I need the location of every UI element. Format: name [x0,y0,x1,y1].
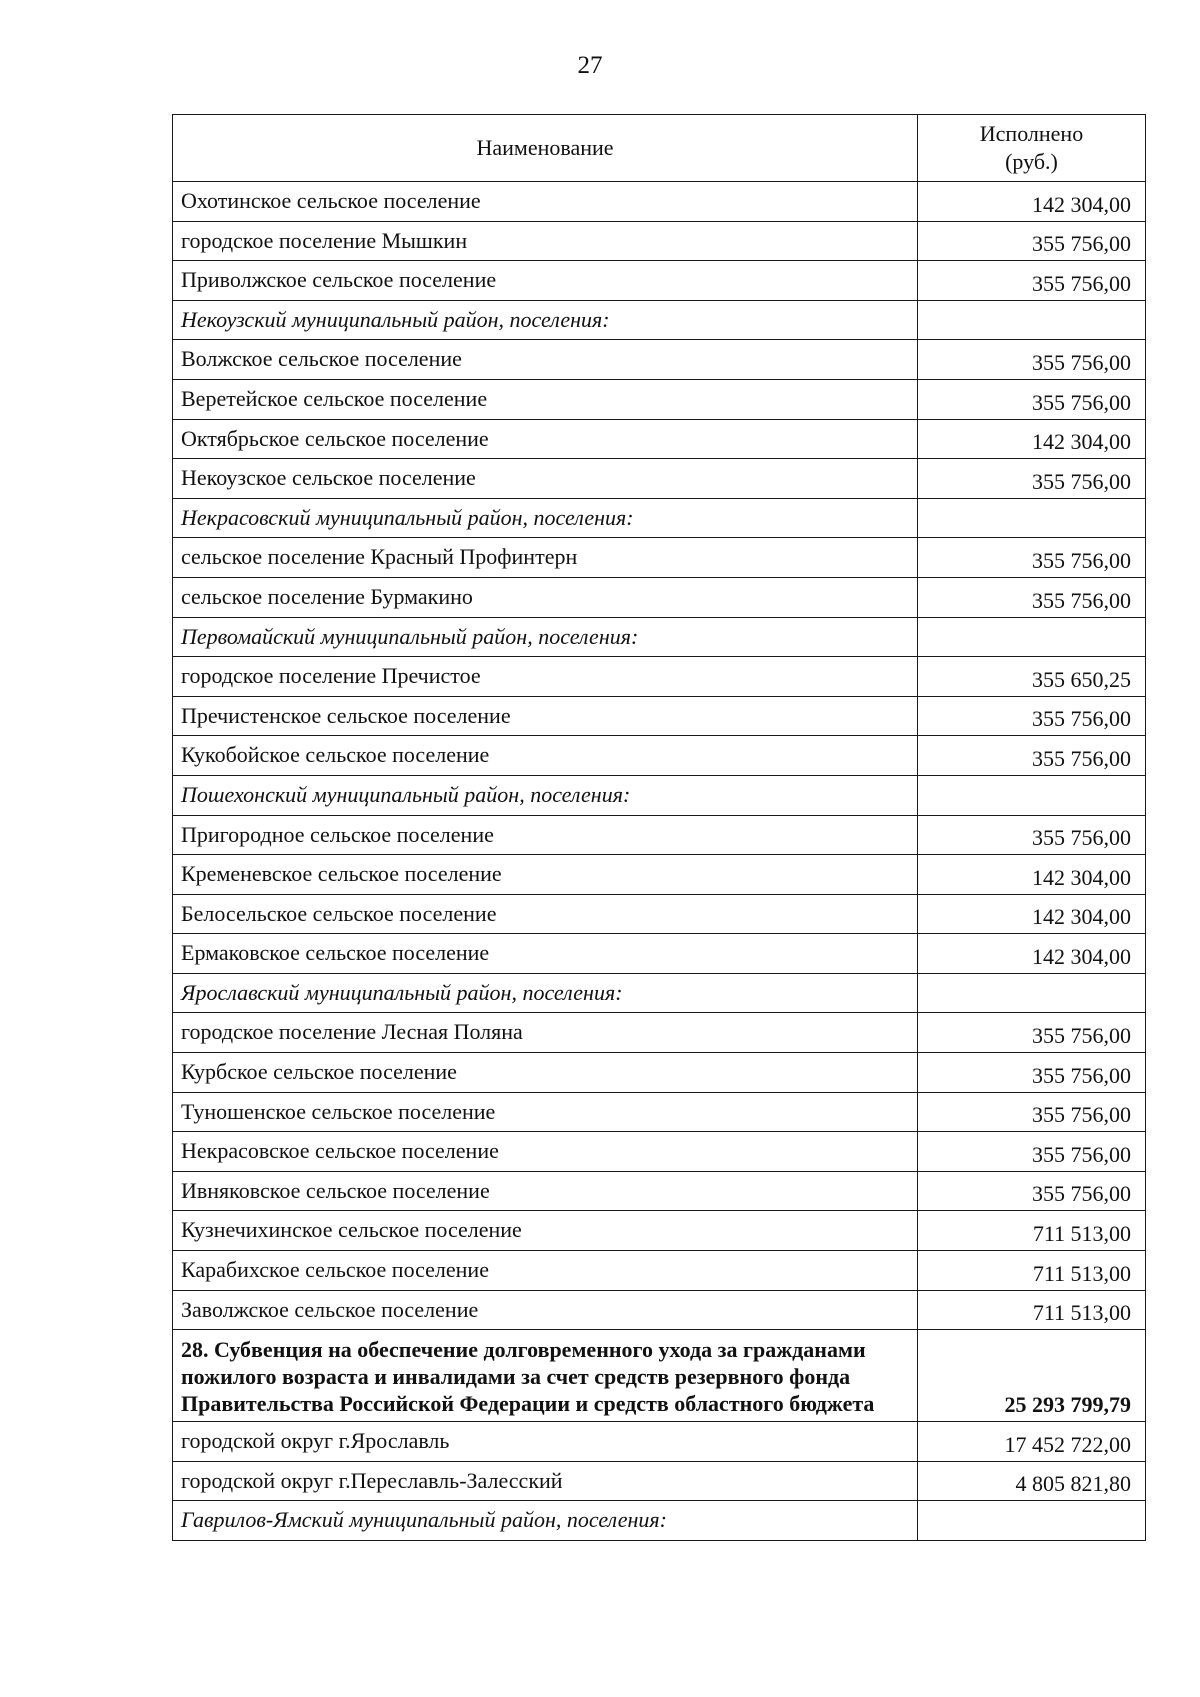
row-amount [918,1501,1146,1541]
row-name: Октябрьское сельское поселение [173,419,918,459]
row-amount [918,300,1146,340]
group-header-row [173,973,1146,1013]
group-header-row [173,1501,1146,1541]
table-row [173,1290,1146,1330]
row-name: городское поселение Пречистое [173,657,918,697]
row-name: Некоузское сельское поселение [173,459,918,499]
row-amount: 355 756,00 [918,538,1146,578]
table-row [173,1461,1146,1501]
row-name: Некоузский муниципальный район, поселения: [173,300,918,340]
row-amount: 355 756,00 [918,1132,1146,1172]
group-header-row [173,617,1146,657]
table-row [173,1211,1146,1251]
table-row [173,340,1146,380]
header-amount-line2: (руб.) [1005,149,1058,174]
row-name: Пречистенское сельское поселение [173,696,918,736]
group-header-row [173,300,1146,340]
row-amount: 355 756,00 [918,1171,1146,1211]
table-row [173,538,1146,578]
table-row [173,379,1146,419]
row-name: Охотинское сельское поселение [173,182,918,222]
row-amount: 142 304,00 [918,182,1146,222]
row-amount: 355 756,00 [918,1053,1146,1093]
row-name: Курбское сельское поселение [173,1053,918,1093]
row-name: Первомайский муниципальный район, поселения: [173,617,918,657]
table-row [173,577,1146,617]
table-row [173,657,1146,697]
row-amount: 355 756,00 [918,459,1146,499]
row-name: Волжское сельское поселение [173,340,918,380]
row-amount: 355 756,00 [918,379,1146,419]
row-amount: 4 805 821,80 [918,1461,1146,1501]
row-name: Белосельское сельское поселение [173,894,918,934]
table-body [173,182,1146,1541]
section-header-row [173,1330,1146,1422]
table-row [173,419,1146,459]
table-row [173,855,1146,895]
row-amount: 711 513,00 [918,1290,1146,1330]
row-amount: 355 756,00 [918,815,1146,855]
row-name: Веретейское сельское поселение [173,379,918,419]
table-row [173,1092,1146,1132]
row-amount: 17 452 722,00 [918,1422,1146,1462]
row-amount: 355 756,00 [918,261,1146,301]
row-name: Заволжское сельское поселение [173,1290,918,1330]
table-row [173,894,1146,934]
row-name: сельское поселение Красный Профинтерн [173,538,918,578]
table-row [173,459,1146,499]
row-amount [918,775,1146,815]
table-row [173,815,1146,855]
row-amount: 142 304,00 [918,894,1146,934]
row-amount: 355 756,00 [918,221,1146,261]
row-name: городское поселение Лесная Поляна [173,1013,918,1053]
row-name: Ярославский муниципальный район, поселения: [173,973,918,1013]
table-row [173,1013,1146,1053]
row-amount: 711 513,00 [918,1251,1146,1291]
table-header [173,115,1146,182]
group-header-row [173,775,1146,815]
row-amount: 355 756,00 [918,736,1146,776]
row-name: городской округ г.Переславль-Залесский [173,1461,918,1501]
table-row [173,1251,1146,1291]
table-row [173,1171,1146,1211]
row-amount: 355 650,25 [918,657,1146,697]
row-name: городское поселение Мышкин [173,221,918,261]
row-amount: 355 756,00 [918,696,1146,736]
row-amount [918,617,1146,657]
row-name: Туношенское сельское поселение [173,1092,918,1132]
row-name: Ермаковское сельское поселение [173,934,918,974]
table-row [173,934,1146,974]
budget-table [172,114,1146,1541]
row-name: Кременевское сельское поселение [173,855,918,895]
row-amount [918,498,1146,538]
row-name: Кукобойское сельское поселение [173,736,918,776]
page-number: 27 [577,52,603,79]
row-amount: 142 304,00 [918,934,1146,974]
row-name: городской округ г.Ярославль [173,1422,918,1462]
row-name: Пошехонский муниципальный район, поселения: [173,775,918,815]
row-amount: 142 304,00 [918,419,1146,459]
group-header-row [173,498,1146,538]
header-amount-line1: Исполнено [979,121,1084,146]
row-amount [918,973,1146,1013]
row-name: Гаврилов-Ямский муниципальный район, поселения: [173,1501,918,1541]
table-row [173,182,1146,222]
row-amount: 355 756,00 [918,577,1146,617]
section-amount: 25 293 799,79 [918,1330,1146,1422]
table-row [173,261,1146,301]
row-name: Некрасовский муниципальный район, поселения: [173,498,918,538]
table-row [173,1132,1146,1172]
row-amount: 355 756,00 [918,340,1146,380]
row-name: Пригородное сельское поселение [173,815,918,855]
table-row [173,696,1146,736]
row-name: сельское поселение Бурмакино [173,577,918,617]
header-amount [918,115,1146,182]
row-amount: 355 756,00 [918,1092,1146,1132]
row-name: Кузнечихинское сельское поселение [173,1211,918,1251]
table-row [173,221,1146,261]
row-name: Карабихское сельское поселение [173,1251,918,1291]
table-row [173,736,1146,776]
row-amount: 355 756,00 [918,1013,1146,1053]
row-name: Некрасовское сельское поселение [173,1132,918,1172]
table-row [173,1053,1146,1093]
row-name: Ивняковское сельское поселение [173,1171,918,1211]
header-name: Наименование [173,115,918,182]
section-title: 28. Субвенция на обеспечение долговременного ухода за гражданами пожилого возраста и инвалидами за счет средств резервного фонда Правительства Российской Федерации и средств областного бюджета [173,1330,918,1422]
table-row [173,1422,1146,1462]
row-amount: 142 304,00 [918,855,1146,895]
row-amount: 711 513,00 [918,1211,1146,1251]
row-name: Приволжское сельское поселение [173,261,918,301]
